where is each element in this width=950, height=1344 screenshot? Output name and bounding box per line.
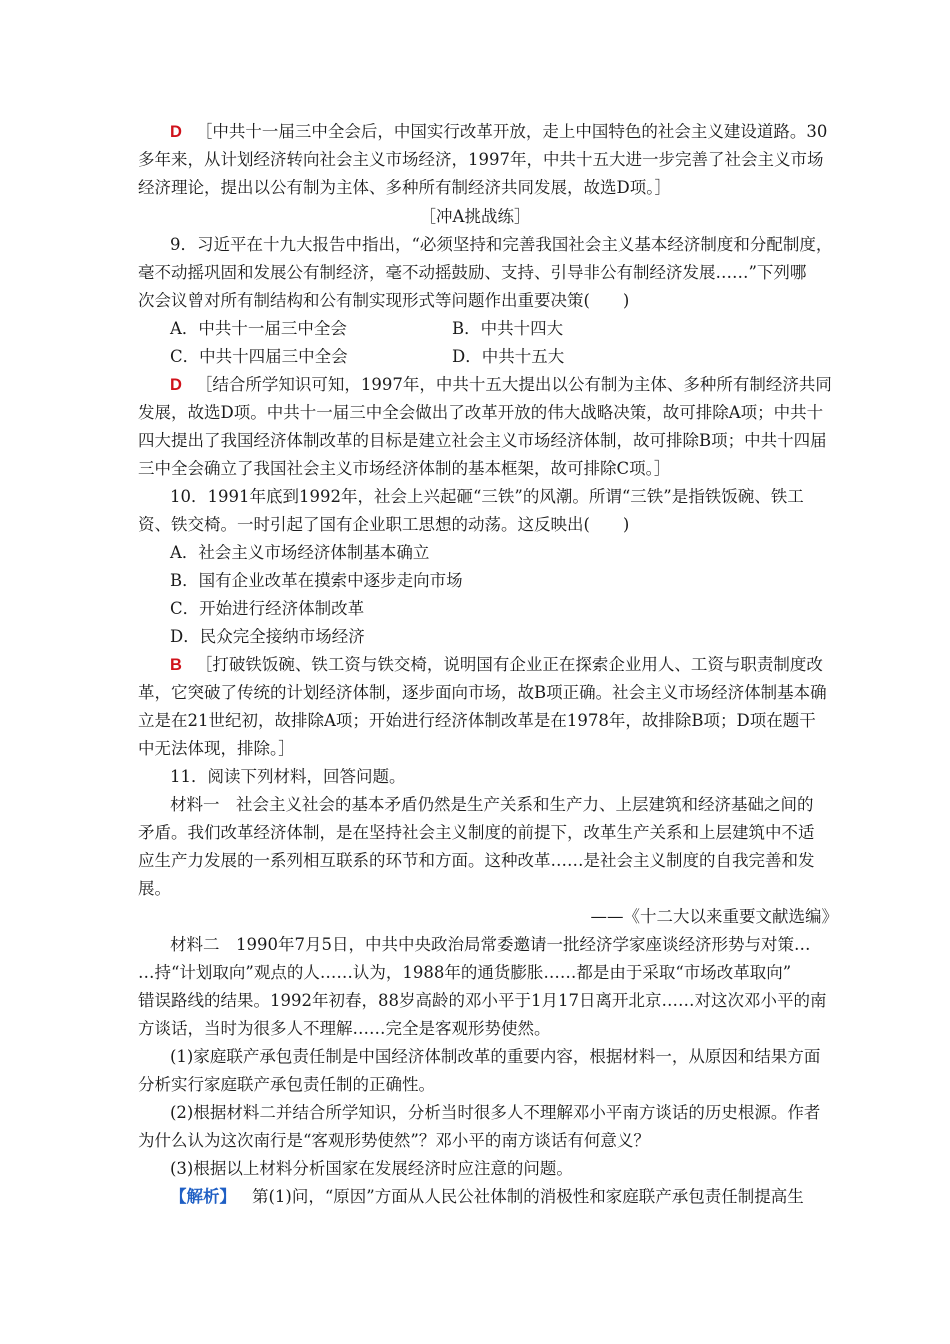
q11-material2-line-4: 方谈话，当时为很多人不理解……完全是客观形势使然。	[138, 1019, 551, 1038]
q11-material1-line-3: 应生产力发展的一系列相互联系的环节和方面。这种改革……是社会主义制度的自我完善和发	[138, 851, 815, 870]
q9-answer-line-3: 四大提出了我国经济体制改革的目标是建立社会主义市场经济体制，故可排除B项；中共十四届	[138, 431, 827, 450]
q11-intro: 11．阅读下列材料，回答问题。	[170, 767, 406, 786]
q10-answer-line-2: 革，它突破了传统的计划经济体制，逐步面向市场，故B项正确。社会主义市场经济体制基本确	[138, 683, 827, 702]
q11-question-3: (3)根据以上材料分析国家在发展经济时应注意的问题。	[170, 1159, 573, 1178]
q11-material2-line-3: 错误路线的结果。1992年初春，88岁高龄的邓小平于1月17日离开北京……对这次邓小平的南	[138, 991, 827, 1010]
q9-option-d: D．中共十五大	[452, 347, 565, 366]
answer-letter: D	[170, 376, 182, 394]
q9-stem-line-3: 次会议曾对所有制结构和公有制实现形式等问题作出重要决策( )	[138, 291, 630, 310]
q11-question-2-line-1: (2)根据材料二并结合所学知识，分析当时很多人不理解邓小平南方谈话的历史根源。作者	[170, 1103, 821, 1122]
q9-options-row-2	[170, 343, 870, 371]
q11-material2-line-2: …持“计划取向”观点的人……认为，1988年的通货膨胀……都是由于采取“市场改革取向”	[138, 963, 792, 982]
q10-option-a: A．社会主义市场经济体制基本确立	[170, 543, 430, 562]
q9-option-a: A．中共十一届三中全会	[170, 319, 347, 338]
q10-option-b: B．国有企业改革在摸索中逐步走向市场	[170, 571, 463, 590]
q10-answer-line-4: 中无法体现，排除。］	[138, 739, 295, 758]
answer-letter: B	[170, 656, 182, 674]
q11-question-1-line-2: 分析实行家庭联产承包责任制的正确性。	[138, 1075, 435, 1094]
q11-material1-line-1: 材料一 社会主义社会的基本矛盾仍然是生产关系和生产力、上层建筑和经济基础之间的	[170, 795, 814, 814]
q11-material2-line-1: 材料二 1990年7月5日，中共中央政治局常委邀请一批经济学家座谈经济形势与对策…	[170, 935, 811, 954]
q11-question-1-line-1: (1)家庭联产承包责任制是中国经济体制改革的重要内容，根据材料一，从原因和结果方面	[170, 1047, 821, 1066]
q9-answer-line-2: 发展，故选D项。中共十一届三中全会做出了改革开放的伟大战略决策，故可排除A项；中共十	[138, 403, 824, 422]
answer-letter: D	[170, 123, 182, 141]
q11-question-2-line-2: 为什么认为这次南行是“客观形势使然”？邓小平的南方谈话有何意义？	[138, 1131, 650, 1150]
q9-options-row-1	[170, 315, 870, 343]
q11-material1-source: ——《十二大以来重要文献选编》	[590, 907, 838, 926]
q10-answer-line-1: B ［打破铁饭碗、铁工资与铁交椅，说明国有企业正在探索企业用人、工资与职责制度改	[170, 655, 823, 674]
section-title: ［冲A挑战练］	[419, 207, 531, 226]
q9-option-b: B．中共十四大	[452, 319, 564, 338]
analysis-tag: 【解析】	[170, 1187, 236, 1206]
q10-option-c: C．开始进行经济体制改革	[170, 599, 365, 618]
q9-stem-line-1: 9．习近平在十九大报告中指出，“必须坚持和完善我国社会主义基本经济制度和分配制度，	[170, 235, 833, 254]
q8-answer-line-3: 经济理论，提出以公有制为主体、多种所有制经济共同发展，故选D项。］	[138, 178, 671, 197]
q8-answer-line-2: 多年来，从计划经济转向社会主义市场经济，1997年，中共十五大进一步完善了社会主义市场	[138, 150, 824, 169]
q9-answer-line-4: 三中全会确立了我国社会主义市场经济体制的基本框架，故可排除C项。］	[138, 459, 671, 478]
q10-option-d: D．民众完全接纳市场经济	[170, 627, 365, 646]
q9-answer-line-1: D ［结合所学知识可知，1997年，中共十五大提出以公有制为主体、多种所有制经济共同	[170, 375, 832, 394]
q8-answer-line-1: D ［中共十一届三中全会后，中国实行改革开放，走上中国特色的社会主义建设道路。30	[170, 122, 828, 141]
q11-analysis-line: 【解析】 第(1)问，“原因”方面从人民公社体制的消极性和家庭联产承包责任制提高生	[170, 1187, 804, 1206]
q11-material1-line-4: 展。	[138, 879, 171, 898]
q9-option-c: C．中共十四届三中全会	[170, 347, 348, 366]
q10-answer-line-3: 立是在21世纪初，故排除A项；开始进行经济体制改革是在1978年，故排除B项；D项在题干	[138, 711, 816, 730]
q9-stem-line-2: 毫不动摇巩固和发展公有制经济，毫不动摇鼓励、支持、引导非公有制经济发展……”下列哪	[138, 263, 807, 282]
q10-stem-line-1: 10．1991年底到1992年，社会上兴起砸“三铁”的风潮。所谓“三铁”是指铁饭碗、铁工	[170, 487, 804, 506]
q11-material1-line-2: 矛盾。我们改革经济体制，是在坚持社会主义制度的前提下，改革生产关系和上层建筑中不适	[138, 823, 815, 842]
q10-stem-line-2: 资、铁交椅。一时引起了国有企业职工思想的动荡。这反映出( )	[138, 515, 630, 534]
